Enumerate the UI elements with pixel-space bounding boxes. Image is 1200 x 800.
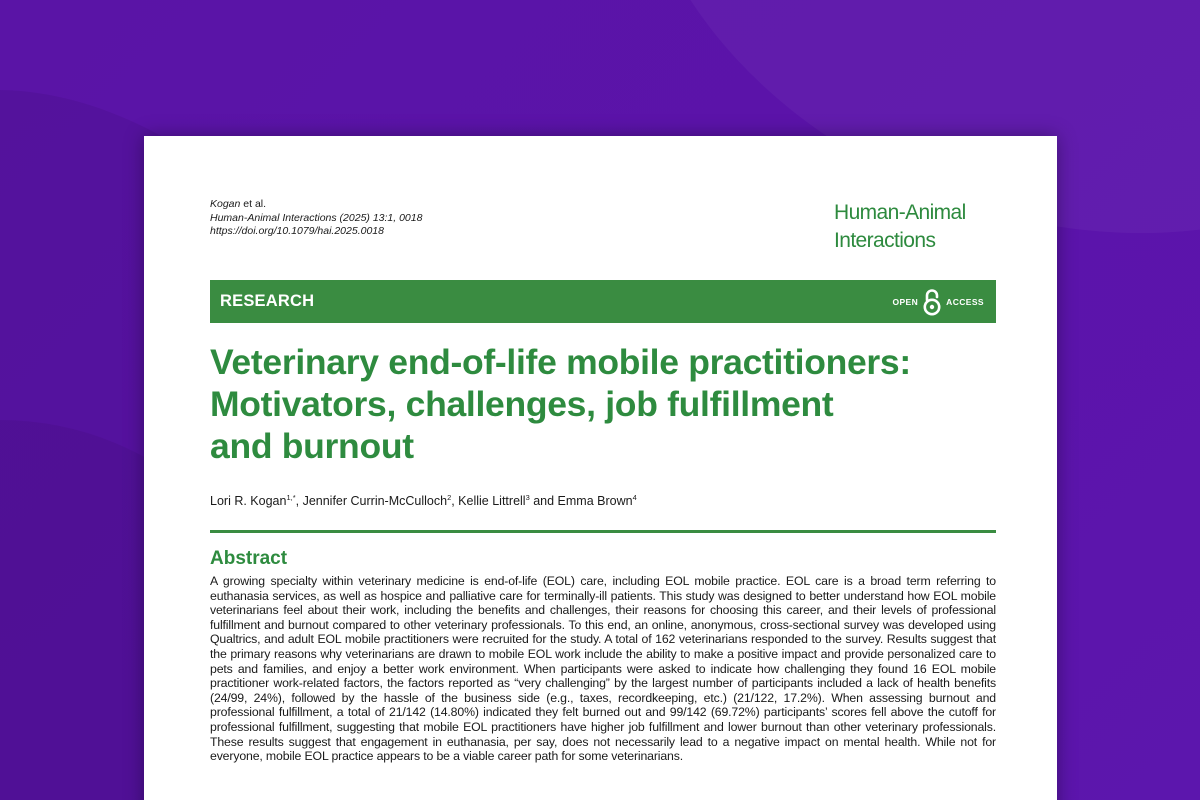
author-short: Kogan [210,198,241,210]
title-line1: Veterinary end-of-life mobile practitioners: [210,342,911,382]
open-access-badge [892,286,984,317]
affiliation-sup: 2 [447,493,452,502]
title-line3: and burnout [210,426,414,466]
author-name: Lori R. Kogan [210,494,287,509]
citation-meta [210,198,422,239]
article-type-label: RESEARCH [220,292,315,310]
research-banner [210,280,996,323]
paper-page [144,136,1057,800]
journal-logo [834,199,1004,255]
section-divider [210,530,996,533]
author-suffix: et al. [240,198,267,210]
affiliation-sup: 3 [525,493,530,502]
author-name: and Emma Brown [529,494,633,509]
author-line [210,198,422,212]
open-access-left: OPEN [892,296,919,307]
journal-logo-line1: Human-Animal [834,201,966,224]
journal-logo-line2: Interactions [834,229,936,252]
abstract-text: A growing specialty within veterinary medicine is end-of-life (EOL) care, including EOL mobile practice. EOL care is a broad term referring to euthanasia services, as well as hospice and palliative care for terminally-ill patients. This study was designed to better understand how EOL mobile veterinarians feel about their work, including the benefits and challenges, their reasons for choosing this career, and their levels of professional fulfillment and burnout compared to other veterinary professionals. To this end, an online, anonymous, cross-sectional survey was developed using Qualtrics, and adult EOL mobile practitioners were recruited for the study. A total of 162 veterinarians responded to the survey. Results suggest that the primary reasons why veterinarians are drawn to mobile EOL work include the ability to make a positive impact and provide personalized care to pets and families, and enjoy a better work environment. When participants were asked to indicate how challenging they found 16 EOL mobile practitioner work-related factors, the factors reported as “very challenging” by the largest number of participants included a lack of health benefits (24/99, 24%), followed by the hassle of the business side (e.g., taxes, recordkeeping, etc.) (21/122, 17.2%). When assessing burnout and professional fulfillment, a total of 21/142 (14.80%) indicated they felt burned out and 99/142 (69.72%) participants’ scores fell above the cutoff for professional fulfillment, suggesting that mobile EOL practitioners have higher job fulfillment and lower burnout than other veterinary professionals. These results suggest that engagement in euthanasia, per say, does not necessarily lead to a negative impact on mental health. While not for everyone, mobile EOL practice appears to be a viable career path for some veterinarians. [210,574,996,764]
journal-citation: Human-Animal Interactions (2025) 13:1, 0018 [210,211,423,224]
affiliation-sup: 1,* [286,493,296,502]
open-access-right: ACCESS [946,296,984,307]
abstract-heading: Abstract [210,548,288,569]
author-name: , Kellie Littrell [451,494,526,509]
affiliation-sup: 4 [632,493,637,502]
open-lock-icon [922,288,942,316]
title-line2: Motivators, challenges, job fulfillment [210,384,834,424]
doi-link[interactable]: https://doi.org/10.1079/hai.2025.0018 [210,225,384,237]
author-name: , Jennifer Currin-McCulloch [295,494,448,509]
article-title [210,341,1000,467]
author-list [210,493,637,508]
